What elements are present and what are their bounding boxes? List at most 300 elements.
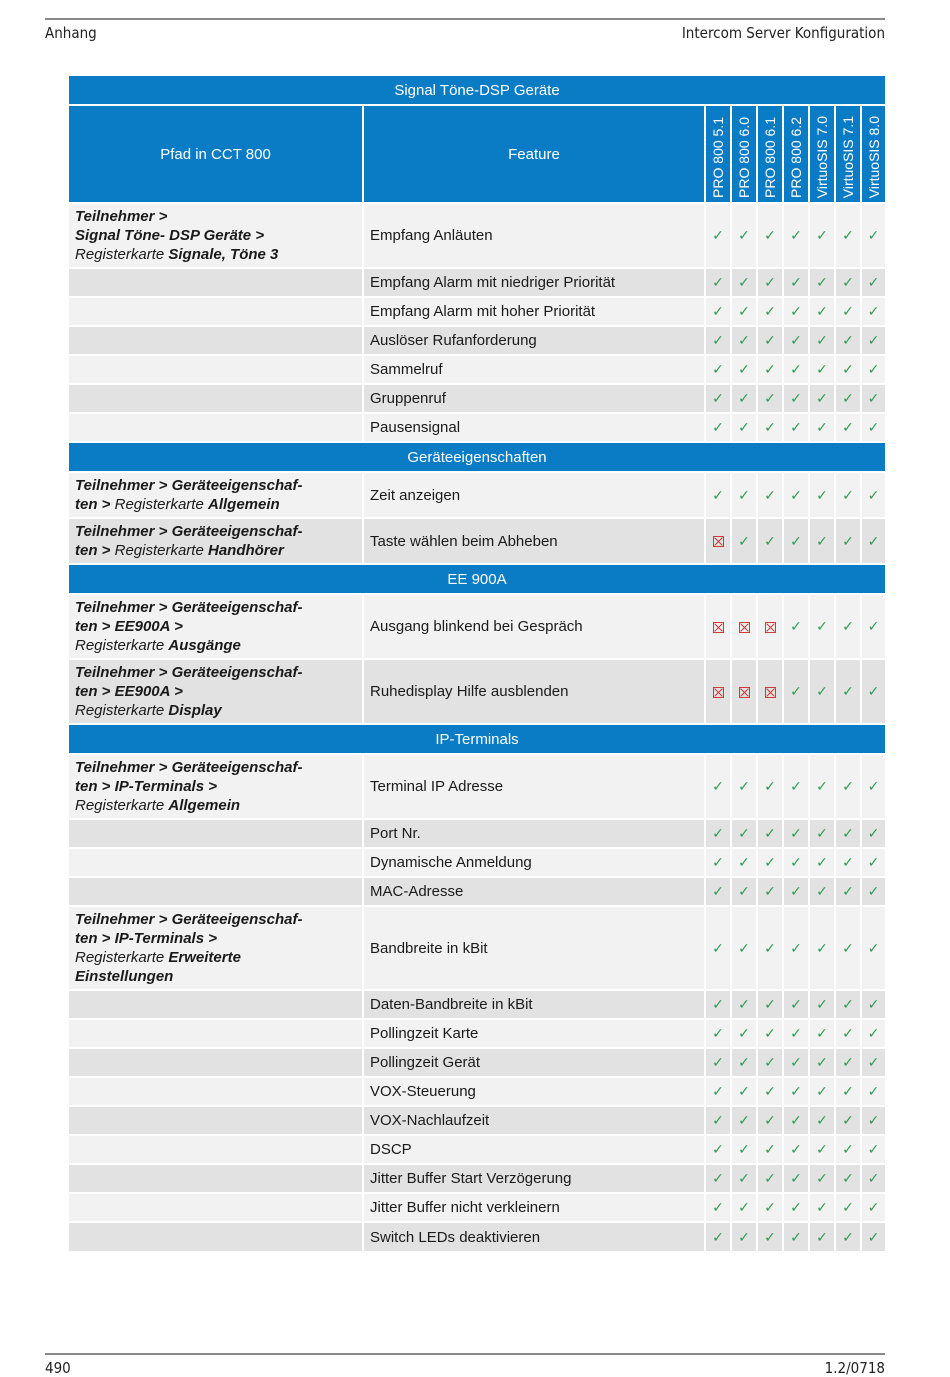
check-icon: ✓ [712, 1083, 724, 1099]
cross-box-icon [739, 687, 750, 698]
cross-box-icon [713, 687, 724, 698]
path-line [75, 910, 356, 929]
support-cell [809, 384, 835, 413]
check-icon: ✓ [764, 1228, 776, 1245]
support-cell [861, 1077, 885, 1106]
check-icon: ✓ [738, 390, 750, 406]
path-segment: Teilnehmer > Geräteeigenschaf- [75, 477, 303, 494]
check-icon: ✓ [842, 332, 854, 348]
support-cell [783, 877, 809, 906]
support-cell [809, 1106, 835, 1135]
check-icon: ✓ [790, 1025, 802, 1041]
column-header-version [835, 105, 861, 203]
check-icon: ✓ [867, 227, 880, 243]
check-icon: ✓ [867, 532, 880, 549]
path-segment: Registerkarte [75, 797, 169, 814]
check-icon: ✓ [790, 825, 802, 841]
support-cell [731, 384, 757, 413]
support-cell [861, 1106, 885, 1135]
check-icon: ✓ [738, 1170, 750, 1186]
feature-name: Empfang Alarm mit hoher Priorität [363, 297, 705, 326]
table-row [69, 754, 885, 819]
support-cell [835, 877, 861, 906]
path-segment: Teilnehmer > Geräteeigenschaf- [75, 599, 303, 616]
support-cell [731, 1077, 757, 1106]
support-cell [757, 1135, 783, 1164]
check-icon: ✓ [790, 778, 802, 794]
cct-path-cell [69, 659, 363, 724]
support-cell [757, 877, 783, 906]
check-icon: ✓ [764, 227, 776, 243]
cct-path-cell [69, 472, 363, 518]
feature-name: Jitter Buffer nicht verkleinern [363, 1193, 705, 1222]
support-cell [783, 384, 809, 413]
support-cell [757, 326, 783, 355]
support-cell [705, 413, 731, 442]
support-cell [757, 990, 783, 1019]
check-icon: ✓ [790, 332, 802, 348]
table-row [69, 268, 885, 297]
support-cell [731, 413, 757, 442]
check-icon: ✓ [764, 854, 776, 870]
support-cell [783, 594, 809, 659]
support-cell [731, 659, 757, 724]
path-segment: Teilnehmer > Geräteeigenschaf- [75, 523, 303, 540]
support-cell [835, 659, 861, 724]
support-cell [835, 326, 861, 355]
support-cell [835, 297, 861, 326]
check-icon: ✓ [867, 419, 880, 435]
feature-name: MAC-Adresse [363, 877, 705, 906]
support-cell [835, 1164, 861, 1193]
table-row [69, 877, 885, 906]
support-cell [861, 472, 885, 518]
support-cell [757, 1048, 783, 1077]
check-icon: ✓ [790, 1228, 802, 1245]
feature-name: Switch LEDs deaktivieren [363, 1222, 705, 1251]
support-cell [835, 906, 861, 990]
cct-path-cell [69, 1019, 363, 1048]
cct-path-cell [69, 203, 363, 268]
header-rule [45, 18, 885, 20]
table-row [69, 1106, 885, 1135]
check-icon: ✓ [816, 274, 828, 290]
check-icon: ✓ [738, 532, 750, 549]
check-icon: ✓ [738, 303, 750, 319]
cct-path-cell [69, 906, 363, 990]
support-cell [861, 384, 885, 413]
support-cell [783, 990, 809, 1019]
support-cell [861, 594, 885, 659]
path-line [75, 682, 356, 701]
version-label: VirtuoSIS 8.0 [865, 115, 882, 198]
path-segment: Einstellungen [75, 968, 174, 985]
cct-path-cell [69, 1106, 363, 1135]
table-row [69, 990, 885, 1019]
check-icon: ✓ [712, 1025, 724, 1041]
check-icon: ✓ [712, 390, 724, 406]
check-icon: ✓ [816, 883, 828, 899]
support-cell [731, 990, 757, 1019]
check-icon: ✓ [842, 1083, 854, 1099]
support-cell [731, 594, 757, 659]
check-icon: ✓ [738, 883, 750, 899]
support-cell [783, 1164, 809, 1193]
path-segment: ten > EE900A > [75, 683, 183, 700]
support-cell [783, 268, 809, 297]
check-icon: ✓ [867, 303, 880, 319]
feature-name: Empfang Anläuten [363, 203, 705, 268]
support-cell [757, 355, 783, 384]
check-icon: ✓ [867, 618, 880, 634]
check-icon: ✓ [842, 996, 854, 1012]
path-line [75, 967, 356, 986]
support-cell [861, 1019, 885, 1048]
table-row [69, 1193, 885, 1222]
check-icon: ✓ [867, 1112, 880, 1128]
check-icon: ✓ [712, 274, 724, 290]
support-cell [835, 754, 861, 819]
check-icon: ✓ [816, 1170, 828, 1186]
path-segment: ten > EE900A > [75, 618, 183, 635]
path-segment: ten > [75, 496, 115, 513]
support-cell [861, 1164, 885, 1193]
support-cell [809, 1135, 835, 1164]
support-cell [783, 754, 809, 819]
check-icon: ✓ [867, 1083, 880, 1099]
check-icon: ✓ [816, 825, 828, 841]
table-row [69, 413, 885, 442]
table-row [69, 326, 885, 355]
cct-path-cell [69, 1193, 363, 1222]
check-icon: ✓ [816, 1141, 828, 1157]
support-cell [731, 203, 757, 268]
support-cell [731, 877, 757, 906]
support-cell [705, 1106, 731, 1135]
support-cell [861, 297, 885, 326]
check-icon: ✓ [712, 1228, 724, 1245]
cross-box-icon [739, 622, 750, 633]
support-cell [757, 1077, 783, 1106]
support-cell [835, 1019, 861, 1048]
check-icon: ✓ [842, 939, 854, 956]
check-icon: ✓ [842, 390, 854, 406]
check-icon: ✓ [842, 618, 854, 634]
feature-name: Empfang Alarm mit niedriger Priorität [363, 268, 705, 297]
support-cell [861, 819, 885, 848]
check-icon: ✓ [867, 996, 880, 1012]
check-icon: ✓ [790, 1054, 802, 1070]
support-cell [731, 754, 757, 819]
support-cell [861, 203, 885, 268]
feature-name: Dynamische Anmeldung [363, 848, 705, 877]
path-segment: ten > [75, 542, 115, 559]
check-icon: ✓ [842, 303, 854, 319]
check-icon: ✓ [712, 361, 724, 377]
cross-box-icon [765, 687, 776, 698]
support-cell [757, 268, 783, 297]
path-segment: Registerkarte [114, 496, 208, 513]
support-cell [757, 1106, 783, 1135]
path-line [75, 476, 356, 495]
section-header-row [69, 442, 885, 472]
support-cell [757, 1164, 783, 1193]
column-header-version [861, 105, 885, 203]
support-cell [731, 1019, 757, 1048]
check-icon: ✓ [816, 854, 828, 870]
support-cell [861, 906, 885, 990]
check-icon: ✓ [738, 778, 750, 794]
support-cell [705, 594, 731, 659]
support-cell [809, 1164, 835, 1193]
check-icon: ✓ [790, 939, 802, 956]
check-icon: ✓ [867, 1054, 880, 1070]
version-label: PRO 800 5.1 [710, 117, 726, 198]
support-cell [757, 594, 783, 659]
cct-path-cell [69, 594, 363, 659]
column-header-feature: Feature [363, 105, 705, 203]
support-cell [757, 472, 783, 518]
support-cell [809, 906, 835, 990]
support-cell [731, 268, 757, 297]
check-icon: ✓ [816, 1083, 828, 1099]
support-cell [783, 518, 809, 564]
support-cell [705, 297, 731, 326]
support-cell [809, 413, 835, 442]
check-icon: ✓ [712, 1199, 724, 1215]
support-cell [835, 1106, 861, 1135]
check-icon: ✓ [842, 1228, 854, 1245]
table-row [69, 203, 885, 268]
support-cell [705, 906, 731, 990]
support-cell [757, 754, 783, 819]
check-icon: ✓ [738, 1025, 750, 1041]
check-icon: ✓ [816, 1054, 828, 1070]
path-line [75, 598, 356, 617]
support-cell [861, 518, 885, 564]
check-icon: ✓ [842, 1170, 854, 1186]
check-icon: ✓ [842, 1054, 854, 1070]
feature-name: Ruhedisplay Hilfe ausblenden [363, 659, 705, 724]
path-segment: Handhörer [207, 542, 284, 559]
check-icon: ✓ [867, 939, 880, 956]
check-icon: ✓ [790, 996, 802, 1012]
table-row [69, 659, 885, 724]
support-cell [835, 355, 861, 384]
support-cell [731, 1048, 757, 1077]
feature-name: Auslöser Rufanforderung [363, 326, 705, 355]
table-row [69, 384, 885, 413]
check-icon: ✓ [816, 486, 828, 503]
running-header-left: Anhang [45, 24, 97, 42]
support-cell [835, 203, 861, 268]
column-header-version [731, 105, 757, 203]
check-icon: ✓ [842, 825, 854, 841]
check-icon: ✓ [816, 683, 828, 699]
feature-name: Pollingzeit Gerät [363, 1048, 705, 1077]
check-icon: ✓ [712, 1170, 724, 1186]
cross-box-icon [713, 622, 724, 633]
support-cell [705, 1135, 731, 1164]
check-icon: ✓ [738, 332, 750, 348]
check-icon: ✓ [790, 1083, 802, 1099]
support-cell [783, 1106, 809, 1135]
support-cell [835, 594, 861, 659]
table-row [69, 848, 885, 877]
support-cell [757, 203, 783, 268]
support-cell [809, 848, 835, 877]
table-row [69, 472, 885, 518]
support-cell [705, 326, 731, 355]
cct-path-cell [69, 819, 363, 848]
footer-rule [45, 1353, 885, 1355]
check-icon: ✓ [712, 486, 724, 503]
support-cell [757, 384, 783, 413]
cross-box-icon [765, 622, 776, 633]
check-icon: ✓ [790, 227, 802, 243]
check-icon: ✓ [867, 1199, 880, 1215]
column-header-version [783, 105, 809, 203]
support-cell [783, 1019, 809, 1048]
support-cell [705, 819, 731, 848]
check-icon: ✓ [842, 486, 854, 503]
table-row [69, 819, 885, 848]
check-icon: ✓ [712, 419, 724, 435]
check-icon: ✓ [867, 274, 880, 290]
feature-name: VOX-Nachlaufzeit [363, 1106, 705, 1135]
support-cell [705, 1019, 731, 1048]
check-icon: ✓ [842, 854, 854, 870]
feature-matrix-table [69, 76, 885, 1251]
path-segment: ten > IP-Terminals > [75, 778, 217, 795]
check-icon: ✓ [816, 390, 828, 406]
check-icon: ✓ [712, 854, 724, 870]
cct-path-cell [69, 990, 363, 1019]
version-label: VirtuoSIS 7.1 [840, 115, 856, 198]
check-icon: ✓ [867, 683, 880, 699]
support-cell [731, 819, 757, 848]
path-segment: ten > IP-Terminals > [75, 930, 217, 947]
check-icon: ✓ [842, 361, 854, 377]
check-icon: ✓ [712, 883, 724, 899]
check-icon: ✓ [790, 883, 802, 899]
check-icon: ✓ [790, 1141, 802, 1157]
check-icon: ✓ [816, 939, 828, 956]
table-row [69, 1019, 885, 1048]
support-cell [783, 355, 809, 384]
check-icon: ✓ [738, 361, 750, 377]
section-title: Geräteeigenschaften [69, 442, 885, 472]
support-cell [809, 1019, 835, 1048]
check-icon: ✓ [816, 1112, 828, 1128]
support-cell [783, 472, 809, 518]
path-segment: Teilnehmer > [75, 208, 168, 225]
support-cell [731, 1106, 757, 1135]
cct-path-cell [69, 1164, 363, 1193]
support-cell [731, 472, 757, 518]
check-icon: ✓ [842, 532, 854, 549]
support-cell [809, 1193, 835, 1222]
support-cell [809, 1222, 835, 1251]
support-cell [757, 413, 783, 442]
support-cell [835, 990, 861, 1019]
check-icon: ✓ [816, 303, 828, 319]
support-cell [731, 1135, 757, 1164]
path-segment: Allgemein [168, 797, 241, 814]
check-icon: ✓ [738, 854, 750, 870]
cct-path-cell [69, 1077, 363, 1106]
check-icon: ✓ [867, 778, 880, 794]
support-cell [705, 384, 731, 413]
support-cell [757, 1019, 783, 1048]
check-icon: ✓ [764, 1054, 776, 1070]
cct-path-cell [69, 754, 363, 819]
check-icon: ✓ [764, 1170, 776, 1186]
check-icon: ✓ [738, 227, 750, 243]
path-segment: Registerkarte [75, 246, 169, 263]
check-icon: ✓ [738, 939, 750, 956]
check-icon: ✓ [764, 825, 776, 841]
check-icon: ✓ [816, 1025, 828, 1041]
path-line [75, 663, 356, 682]
feature-name: Bandbreite in kBit [363, 906, 705, 990]
check-icon: ✓ [764, 332, 776, 348]
path-line [75, 929, 356, 948]
support-cell [835, 518, 861, 564]
check-icon: ✓ [712, 939, 724, 956]
check-icon: ✓ [816, 996, 828, 1012]
support-cell [809, 877, 835, 906]
check-icon: ✓ [738, 486, 750, 503]
check-icon: ✓ [842, 274, 854, 290]
check-icon: ✓ [790, 1112, 802, 1128]
path-segment: Signale, Töne 3 [168, 246, 279, 263]
support-cell [731, 355, 757, 384]
support-cell [861, 1135, 885, 1164]
check-icon: ✓ [816, 1228, 828, 1245]
check-icon: ✓ [816, 778, 828, 794]
check-icon: ✓ [764, 1112, 776, 1128]
support-cell [835, 268, 861, 297]
support-cell [705, 990, 731, 1019]
cct-path-cell [69, 326, 363, 355]
check-icon: ✓ [764, 996, 776, 1012]
path-line [75, 245, 356, 264]
support-cell [809, 268, 835, 297]
check-icon: ✓ [764, 1083, 776, 1099]
cct-path-cell [69, 518, 363, 564]
check-icon: ✓ [867, 361, 880, 377]
path-line [75, 617, 356, 636]
support-cell [783, 1135, 809, 1164]
support-cell [809, 472, 835, 518]
support-cell [705, 472, 731, 518]
feature-name: Zeit anzeigen [363, 472, 705, 518]
cross-box-icon [713, 536, 724, 547]
support-cell [731, 848, 757, 877]
check-icon: ✓ [738, 996, 750, 1012]
check-icon: ✓ [712, 303, 724, 319]
check-icon: ✓ [867, 854, 880, 870]
support-cell [705, 355, 731, 384]
check-icon: ✓ [738, 419, 750, 435]
cct-path-cell [69, 877, 363, 906]
path-segment: Erweiterte [168, 949, 241, 966]
support-cell [861, 877, 885, 906]
column-header-path: Pfad in CCT 800 [69, 105, 363, 203]
support-cell [809, 659, 835, 724]
support-cell [705, 268, 731, 297]
